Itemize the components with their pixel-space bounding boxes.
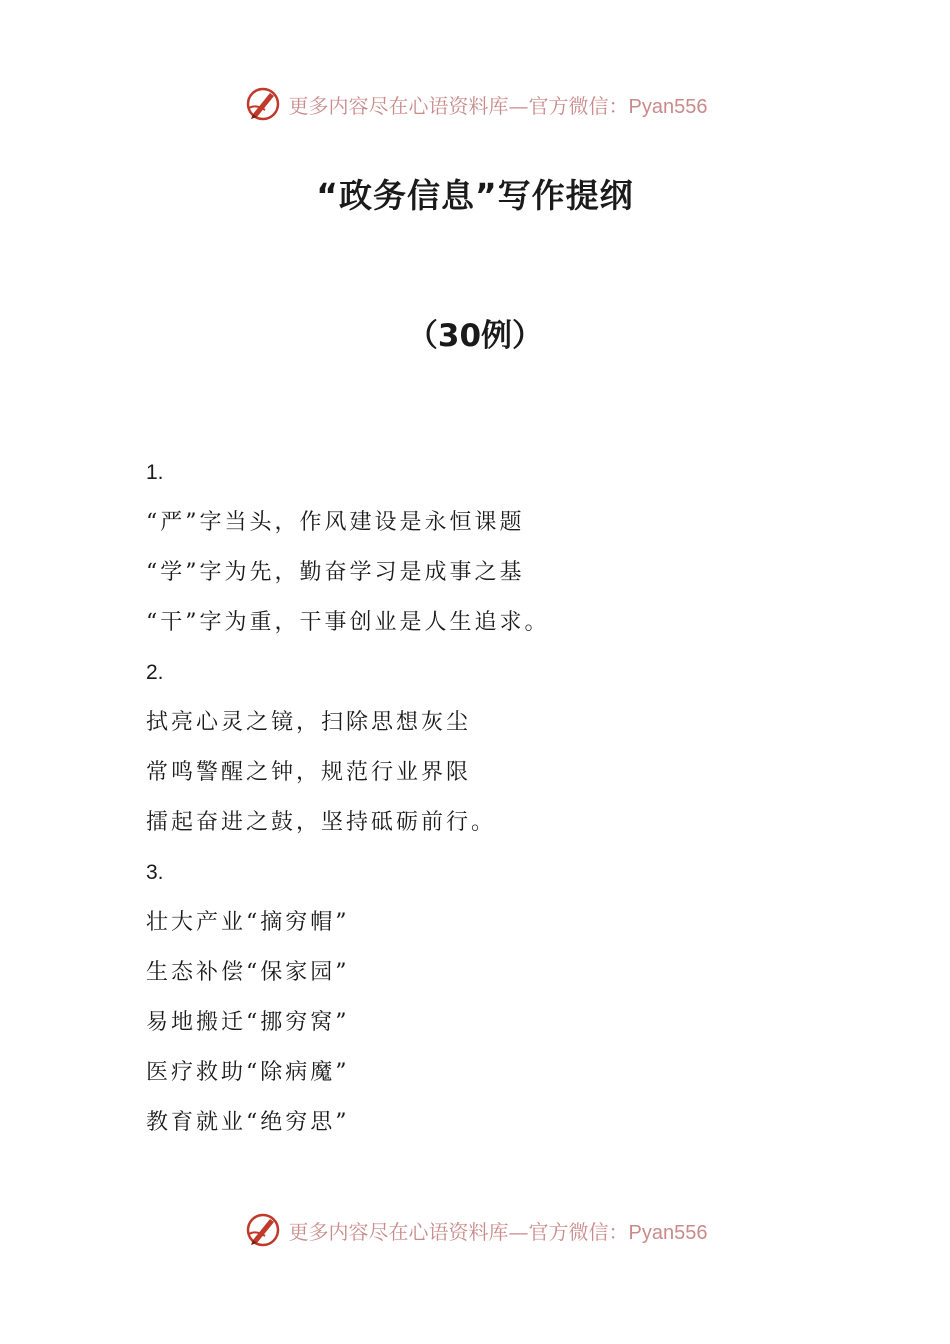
- item-number: 1.: [146, 461, 164, 484]
- item-line: 拭亮心灵之镜，扫除思想灰尘: [146, 710, 472, 735]
- item-line: “学”字为先，勤奋学习是成事之基: [146, 560, 525, 585]
- item-line: “严”字当头，作风建设是永恒课题: [146, 510, 525, 535]
- item-line: 教育就业“绝穷思”: [146, 1110, 350, 1135]
- item-line: 医疗救助“除病魔”: [146, 1060, 350, 1085]
- item-line: “干”字为重，干事创业是人生追求。: [146, 610, 550, 635]
- document-body: [146, 452, 846, 1152]
- item-line: 擂起奋进之鼓，坚持砥砺前行。: [146, 810, 497, 835]
- item-line: 生态补偿“保家园”: [146, 960, 350, 985]
- pen-logo-icon: [243, 84, 283, 124]
- document-subtitle: （30例）: [406, 318, 544, 354]
- watermark-text: 更多内容尽在心语资料库—官方微信：Pyan556: [288, 1219, 708, 1244]
- footer-watermark: [0, 1208, 950, 1252]
- item-line: 常鸣警醒之钟，规范行业界限: [146, 760, 472, 785]
- item-number: 3.: [146, 861, 164, 884]
- header-watermark: [0, 82, 950, 126]
- document-title: “政务信息”写作提纲: [316, 176, 634, 215]
- watermark-text: 更多内容尽在心语资料库—官方微信：Pyan556: [288, 93, 708, 118]
- pen-logo-icon: [243, 1210, 283, 1250]
- item-line: 易地搬迁“挪穷窝”: [146, 1010, 350, 1035]
- item-number: 2.: [146, 661, 164, 684]
- item-line: 壮大产业“摘穷帽”: [146, 910, 350, 935]
